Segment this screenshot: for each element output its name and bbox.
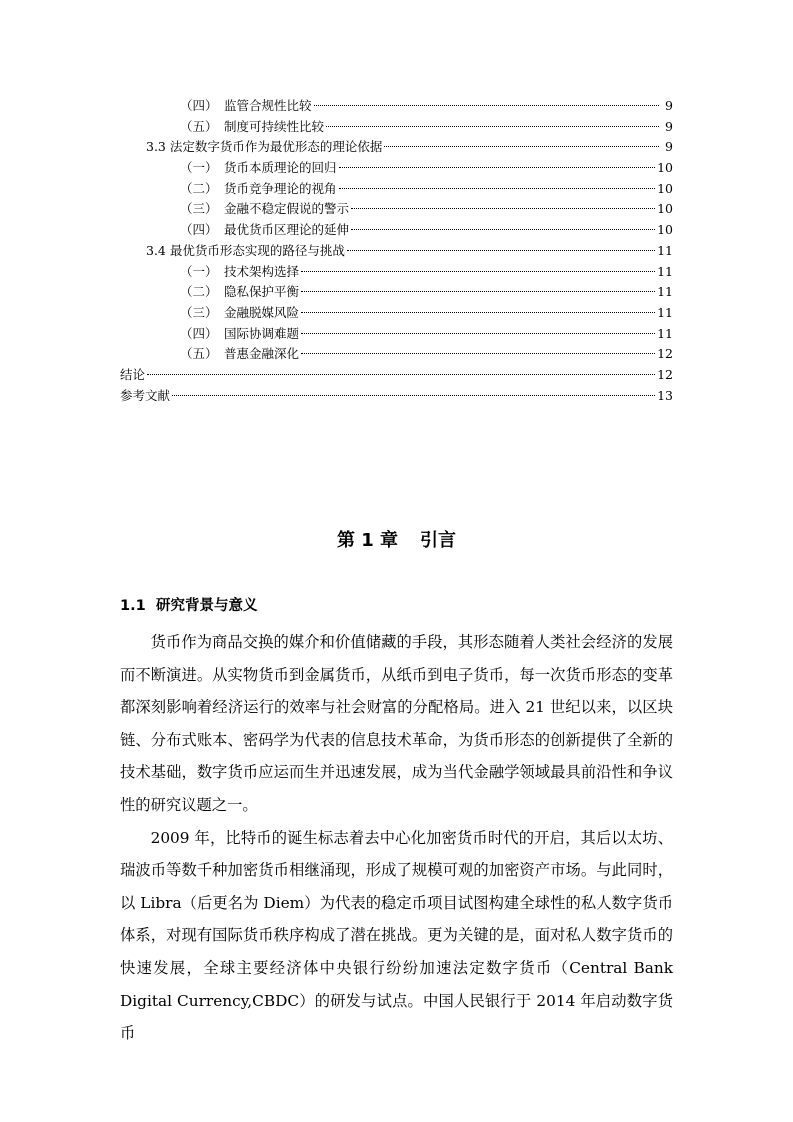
toc-entry-2[interactable] [120, 117, 673, 138]
toc-entry-page: 9 [665, 139, 673, 155]
toc-entry-page: 13 [657, 387, 673, 403]
toc-leader-dots [314, 105, 659, 106]
toc-entry-page: 9 [665, 118, 673, 134]
toc-entry-page: 11 [657, 284, 673, 300]
toc-leader-dots [339, 167, 656, 168]
toc-entry-page: 10 [657, 222, 673, 238]
toc-entry-label: 制度可持续性比较 [224, 118, 325, 134]
toc-entry-number: （三） [180, 304, 218, 320]
body-text [120, 626, 673, 1050]
toc-leader-dots [301, 271, 655, 272]
toc-entry-label: 参考文献 [120, 387, 171, 403]
toc-entry-13[interactable] [120, 344, 673, 365]
toc-entry-label: 3.4 最优货币形态实现的路径与挑战 [146, 242, 345, 258]
toc-leader-dots [351, 208, 655, 209]
toc-entry-14[interactable] [120, 365, 673, 386]
toc-leader-dots [301, 291, 655, 292]
toc-leader-dots [147, 374, 655, 375]
toc-entry-label: 金融不稳定假说的警示 [224, 201, 350, 217]
toc-leader-dots [326, 126, 659, 127]
toc-entry-page: 12 [657, 366, 673, 382]
toc-leader-dots [347, 250, 655, 251]
toc-entry-number: （五） [180, 118, 218, 134]
toc-entry-number: （二） [180, 284, 218, 300]
toc-entry-10[interactable] [120, 282, 673, 303]
toc-entry-8[interactable] [120, 241, 673, 262]
toc-entry-page: 12 [657, 346, 673, 362]
toc-entry-page: 10 [657, 180, 673, 196]
toc-entry-6[interactable] [120, 199, 673, 220]
toc-entry-page: 11 [657, 242, 673, 258]
toc-leader-dots [172, 395, 655, 396]
toc-entry-number: （四） [180, 325, 218, 341]
section-heading [120, 594, 258, 618]
toc-entry-5[interactable] [120, 179, 673, 200]
toc-entry-label: 国际协调难题 [224, 325, 300, 341]
toc-entry-number: （三） [180, 201, 218, 217]
toc-entry-page: 10 [657, 201, 673, 217]
toc-entry-label: 货币本质理论的回归 [224, 160, 337, 176]
table-of-contents [120, 96, 673, 406]
toc-entry-number: （一） [180, 160, 218, 176]
toc-entry-label: 结论 [120, 366, 146, 382]
toc-leader-dots [339, 188, 656, 189]
toc-entry-9[interactable] [120, 262, 673, 283]
toc-entry-12[interactable] [120, 324, 673, 345]
toc-entry-label: 技术架构选择 [224, 263, 300, 279]
toc-entry-4[interactable] [120, 158, 673, 179]
toc-entry-11[interactable] [120, 303, 673, 324]
toc-entry-label: 监管合规性比较 [224, 98, 312, 113]
toc-leader-dots [301, 312, 655, 313]
toc-leader-dots [301, 353, 655, 354]
toc-entry-page: 10 [657, 160, 673, 176]
toc-leader-dots [351, 229, 655, 230]
toc-entry-number: （四） [180, 98, 218, 113]
toc-entry-3[interactable] [120, 137, 673, 158]
toc-entries [120, 96, 673, 406]
section-number: 1.1 [120, 598, 146, 614]
toc-entry-label: 隐私保护平衡 [224, 284, 300, 300]
toc-entry-number: （二） [180, 180, 218, 196]
toc-entry-label: 3.3 法定数字货币作为最优形态的理论依据 [146, 139, 383, 155]
chapter-title: 引言 [420, 530, 457, 551]
toc-entry-label: 金融脱媒风险 [224, 304, 300, 320]
toc-entry-15[interactable] [120, 386, 673, 407]
section-title: 研究背景与意义 [156, 598, 258, 614]
toc-entry-1[interactable] [120, 96, 673, 117]
chapter-number: 第 1 章 [336, 530, 399, 551]
toc-entry-7[interactable] [120, 220, 673, 241]
body-paragraph-2: 2009 年，比特币的诞生标志着去中心化加密货币时代的开启，其后以太坊、瑞波币等数千种加密货币相继涌现，形成了规模可观的加密资产市场。与此同时，以 Libra（后更名为 Diem）为代表的稳定币项目试图构建全球性的私人数字货币体系，对现有国际货币秩序构成了潜在挑战。更为关键的是，面对私人数字货币的快速发展，全球主要经济体中央银行纷纷加速法定数字货币（Central Bank Digital Currency,CBDC）的研发与试点。中国人民银行于 2014 年启动数字货币 [120, 828, 673, 1043]
toc-leader-dots [384, 146, 659, 147]
toc-entry-page: 11 [657, 304, 673, 320]
toc-entry-label: 最优货币区理论的延伸 [224, 222, 350, 238]
toc-entry-page: 9 [665, 98, 673, 113]
toc-entry-number: （一） [180, 263, 218, 279]
toc-entry-page: 11 [657, 325, 673, 341]
body-paragraph-1: 货币作为商品交换的媒介和价值储藏的手段，其形态随着人类社会经济的发展而不断演进。从实物货币到金属货币，从纸币到电子货币，每一次货币形态的变革都深刻影响着经济运行的效率与社会财富的分配格局。进入 21 世纪以来，以区块链、分布式账本、密码学为代表的信息技术革命，为货币形态的创新提供了全新的技术基础，数字货币应运而生并迅速发展，成为当代金融学领域最具前沿性和争议性的研究议题之一。 [120, 633, 673, 814]
toc-entry-number: （五） [180, 346, 218, 362]
toc-entry-label: 货币竞争理论的视角 [224, 180, 337, 196]
toc-leader-dots [301, 333, 655, 334]
toc-entry-page: 11 [657, 263, 673, 279]
toc-entry-number: （四） [180, 222, 218, 238]
toc-entry-label: 普惠金融深化 [224, 346, 300, 362]
chapter-heading [0, 528, 793, 554]
